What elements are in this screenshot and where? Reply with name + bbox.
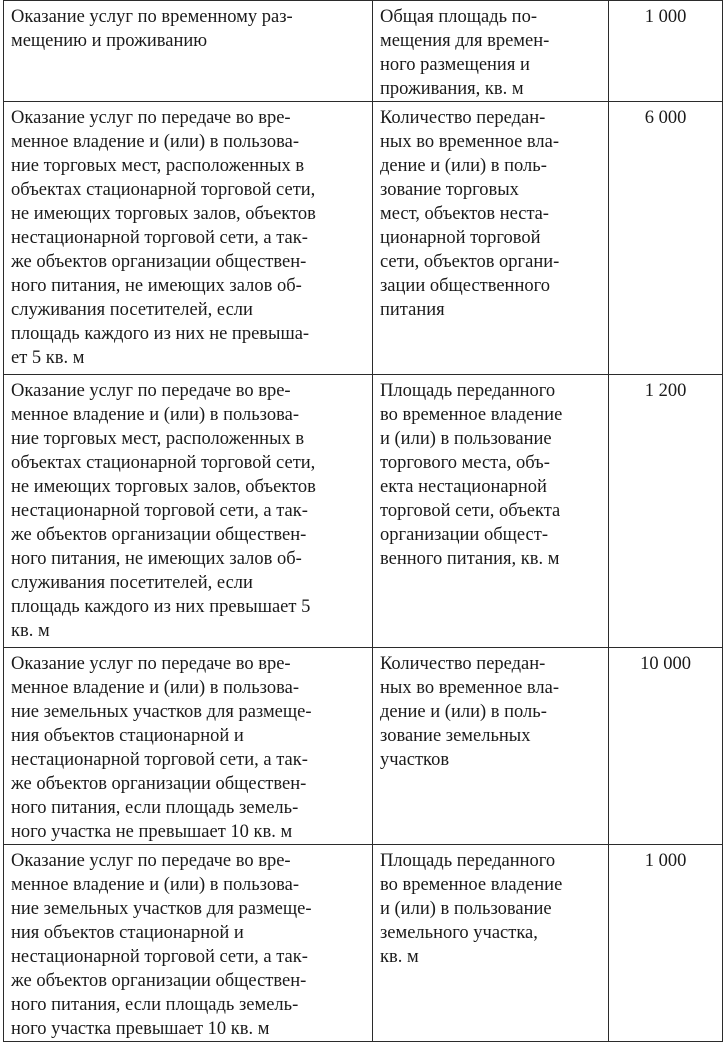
activity-cell: Оказание услуг по передаче во вре- менное владение и (или) в пользова- ние торговых мест, расположенных в объектах стационарной торговой сети, не имеющих торговых залов, объектов нестационарной торговой сети, а так- же объектов организации обществен- ного питания, не имеющих залов об- служивания посетителей, если площадь каждого из них не превыша- ет 5 кв. м: [4, 102, 373, 375]
value-cell: 6 000: [609, 102, 723, 375]
activity-cell: Оказание услуг по передаче во вре- менное владение и (или) в пользова- ние торговых мест, расположенных в объектах стационарной торговой сети, не имеющих торговых залов, объектов нестационарной торговой сети, а так- же объектов организации обществен- ного питания, не имеющих залов об- служивания посетителей, если площадь каждого из них превышает 5 кв. м: [4, 375, 373, 648]
indicator-cell: Площадь переданного во временное владение и (или) в пользование торгового места, объ- екта нестационарной торговой сети, объекта организации общест- венного питания, кв. м: [373, 375, 609, 648]
indicator-cell: Площадь переданного во временное владение и (или) в пользование земельного участка, кв. м: [373, 845, 609, 1042]
value-cell: 1 200: [609, 375, 723, 648]
activity-cell: Оказание услуг по передаче во вре- менное владение и (или) в пользова- ние земельных участков для размеще- ния объектов стационарной и нестационарной торговой сети, а так- же объектов организации обществен- ного питания, если площадь земель- ного участка не превышает 10 кв. м: [4, 648, 373, 845]
indicator-cell: Общая площадь по- мещения для времен- ного размещения и проживания, кв. м: [373, 1, 609, 102]
indicator-cell: Количество передан- ных во временное вла- дение и (или) в поль- зование торговых мест, объектов нестa- ционарной торговой сети, объектов органи- зации общественного питания: [373, 102, 609, 375]
table-row: [4, 648, 723, 845]
activity-cell: Оказание услуг по временному раз- мещению и проживанию: [4, 1, 373, 102]
value-cell: 1 000: [609, 845, 723, 1042]
document-page: [3, 0, 722, 1042]
value-cell: 1 000: [609, 1, 723, 102]
activity-cell: Оказание услуг по передаче во вре- менное владение и (или) в пользова- ние земельных участков для размеще- ния объектов стационарной и нестационарной торговой сети, а так- же объектов организации обществен- ного питания, если площадь земель- ного участка превышает 10 кв. м: [4, 845, 373, 1042]
table-row: [4, 845, 723, 1042]
value-cell: 10 000: [609, 648, 723, 845]
indicator-cell: Количество передан- ных во временное вла- дение и (или) в поль- зование земельных участков: [373, 648, 609, 845]
table-row: [4, 1, 723, 102]
table-row: [4, 375, 723, 648]
tax-rates-table: [3, 0, 723, 1042]
table-row: [4, 102, 723, 375]
